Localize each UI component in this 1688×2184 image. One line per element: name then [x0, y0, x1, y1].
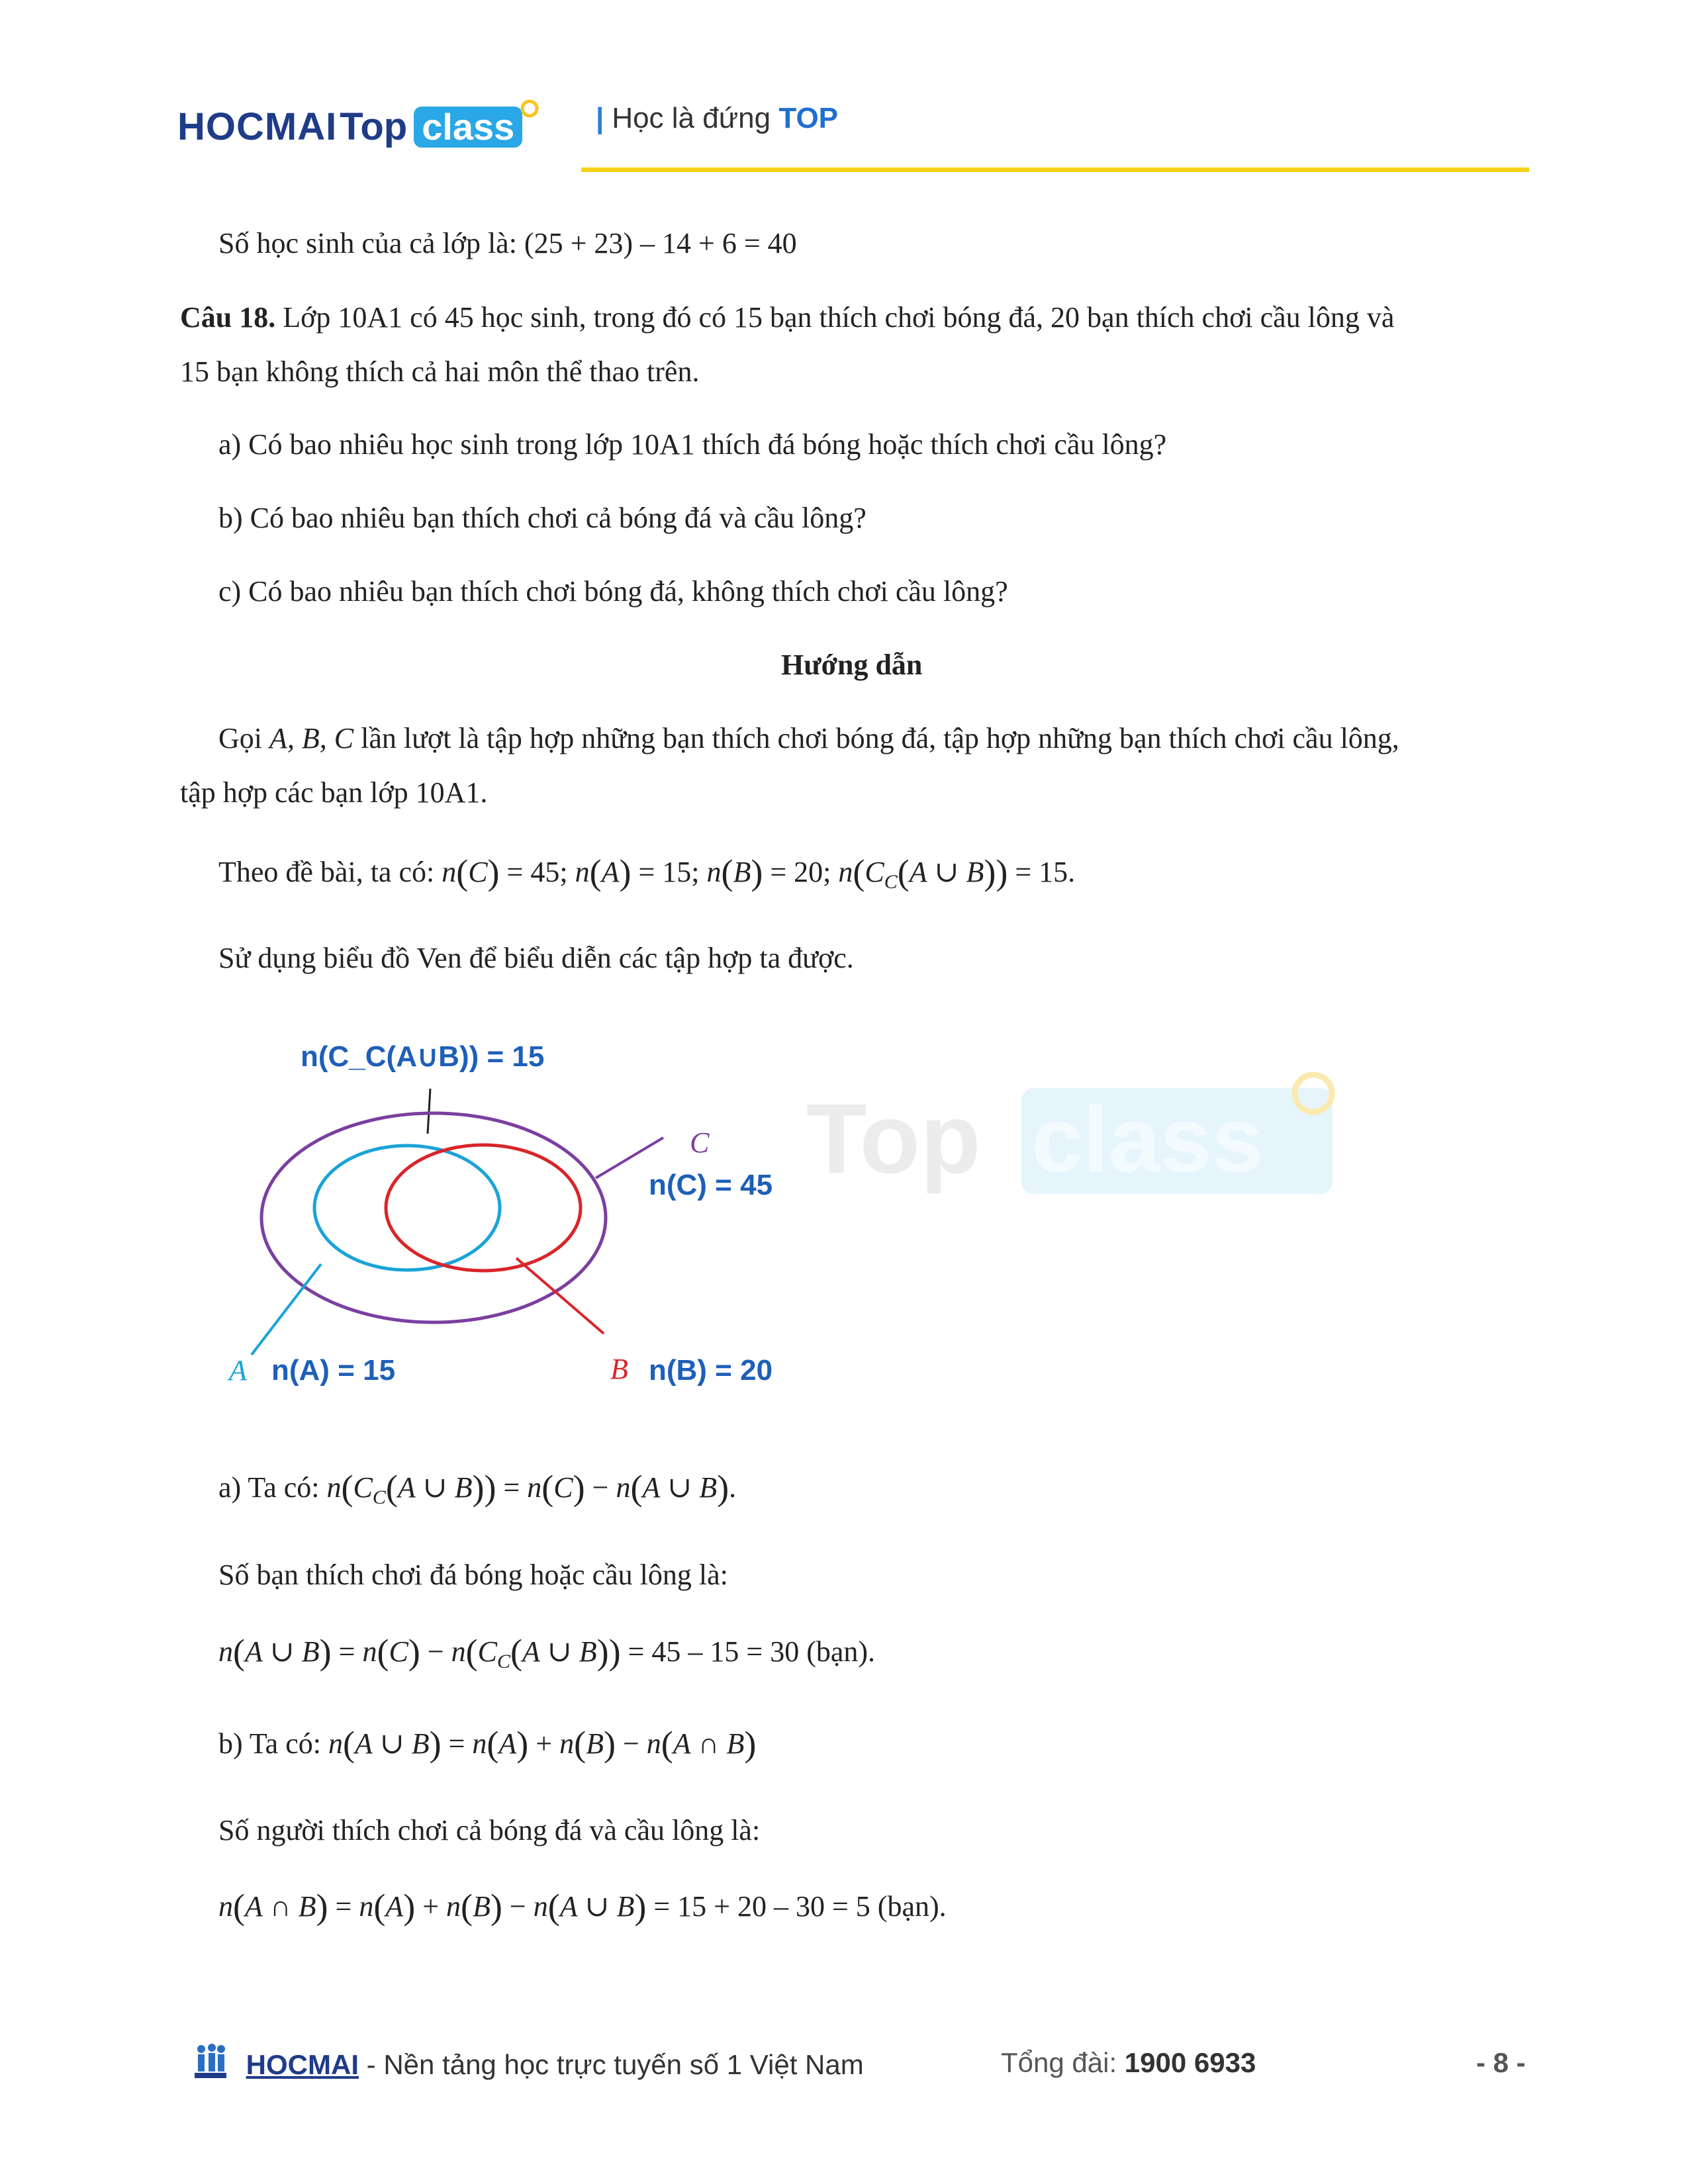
solution-b-result: = 15 + 20 – 30 = 5 (bạn).: [653, 1890, 947, 1923]
topclass-watermark: [806, 1060, 1362, 1206]
question-b: b) Có bao nhiêu bạn thích chơi cả bóng đá và cầu lông?: [218, 502, 867, 534]
venn-intro: Sử dụng biểu đồ Ven để biểu diễn các tập hợp ta được.: [218, 942, 854, 974]
guide-title: Hướng dẫn: [781, 649, 923, 681]
solution-a-label: a) Ta có:: [218, 1471, 327, 1504]
given-line: [218, 854, 1075, 901]
tagline-emphasis: TOP: [778, 102, 839, 134]
solution-a-formula-2: n(A ∪ $B) = n(C) - n(C_C(A$ ∪ B)): [218, 1632, 621, 1672]
set-b-pointer: [516, 1258, 604, 1334]
question-18-line2: 15 bạn không thích cả hai môn thể thao trên.: [180, 355, 700, 388]
question-a: a) Có bao nhiêu học sinh trong lớp 10A1 thích đá bóng hoặc thích chơi cầu lông?: [218, 428, 1167, 461]
watermark-top: Top: [806, 1083, 981, 1194]
solution-b-label: b) Ta có:: [218, 1727, 328, 1760]
solution-a-computation: [218, 1633, 875, 1680]
set-a-label: A: [229, 1354, 247, 1387]
question-label: Câu 18.: [180, 301, 276, 334]
watermark-class: class: [1031, 1087, 1264, 1191]
solution-b-formula: n(A ∪ B) = n(A) + n(B) − n(A ∩ B): [328, 1724, 757, 1764]
question-text-1: Lớp 10A1 có 45 học sinh, trong đó có 15 bạn thích chơi bóng đá, 20 bạn thích chơi cầu lông và: [275, 301, 1395, 334]
logo-hocmai-text: HOCMAI: [177, 105, 338, 148]
footer-tagline: - Nền tảng học trực tuyến số 1 Việt Nam: [359, 2049, 864, 2080]
footer-hotline: [1001, 2047, 1256, 2079]
tagline-text: Học là đứng: [612, 102, 771, 134]
answer-line: Số học sinh của cả lớp là: (25 + 23) – 14 + 6 = 40: [218, 227, 797, 259]
venn-diagram: [218, 1029, 801, 1400]
footer-brand-link[interactable]: HOCMAI: [246, 2049, 359, 2080]
solution-a-result: = 45 – 15 = 30 (bạn).: [628, 1635, 876, 1668]
footer-phone-label: Tổng đài:: [1001, 2047, 1125, 2078]
set-a-pointer: [252, 1264, 321, 1355]
intro-prefix: Gọi: [218, 722, 269, 754]
intro-rest: lần lượt là tập hợp những bạn thích chơi bóng đá, tập hợp những bạn thích chơi cầu lông,: [353, 722, 1399, 754]
set-b-label: B: [610, 1353, 628, 1385]
solution-b-computation: [218, 1888, 947, 1925]
set-b-ellipse: [386, 1145, 581, 1271]
solution-b-formula-2: n(A ∩ B) = n(A) + n(B) − n(A ∪ B): [218, 1887, 647, 1927]
solution-a-text: Số bạn thích chơi đá bóng hoặc cầu lông là:: [218, 1559, 728, 1591]
venn-complement-label: n(C_C(A∪B)) = 15: [301, 1040, 545, 1073]
venn-complement-pointer: [428, 1089, 430, 1134]
footer: [192, 2044, 1542, 2090]
hocmai-topclass-logo: [177, 105, 522, 158]
set-c-label: C: [690, 1126, 710, 1159]
set-b-count: n(B) = 20: [649, 1354, 773, 1387]
logo-class-badge: class: [414, 107, 522, 148]
header-rule: [581, 167, 1529, 172]
given-formula: n(C) = 45; n(A) = 15; n(B) = 20; $n(C_C(A$ ∪ B)) = 15.: [442, 852, 1076, 893]
solution-b-line: [218, 1725, 756, 1762]
solution-a-formula: $n(C_C(A$ ∪ B)) = n(C) − n(A ∪ B).: [326, 1468, 737, 1508]
page-number: - 8 -: [1476, 2047, 1526, 2078]
hocmai-people-icon: [192, 2044, 229, 2082]
intro-line1: [218, 720, 1399, 757]
given-label: Theo đề bài, ta có:: [218, 856, 442, 888]
set-a-count: n(A) = 15: [271, 1354, 396, 1387]
question-c: c) Có bao nhiêu bạn thích chơi bóng đá, không thích chơi cầu lông?: [218, 575, 1008, 608]
header-tagline: [596, 102, 838, 135]
tagline-bar: |: [596, 102, 604, 134]
set-a-ellipse: [314, 1146, 500, 1270]
logo-top-text: Top: [340, 105, 408, 148]
intro-sets: A, B, C: [269, 722, 354, 754]
sun-icon: [516, 95, 543, 122]
set-c-count: n(C) = 45: [649, 1169, 773, 1201]
solution-a-line: [218, 1469, 736, 1516]
question-18-line1: [180, 299, 1394, 336]
intro-line2: tập hợp các bạn lớp 10A1.: [180, 776, 488, 809]
solution-b-text: Số người thích chơi cả bóng đá và cầu lông là:: [218, 1814, 761, 1846]
footer-phone-number: 1900 6933: [1124, 2047, 1256, 2078]
